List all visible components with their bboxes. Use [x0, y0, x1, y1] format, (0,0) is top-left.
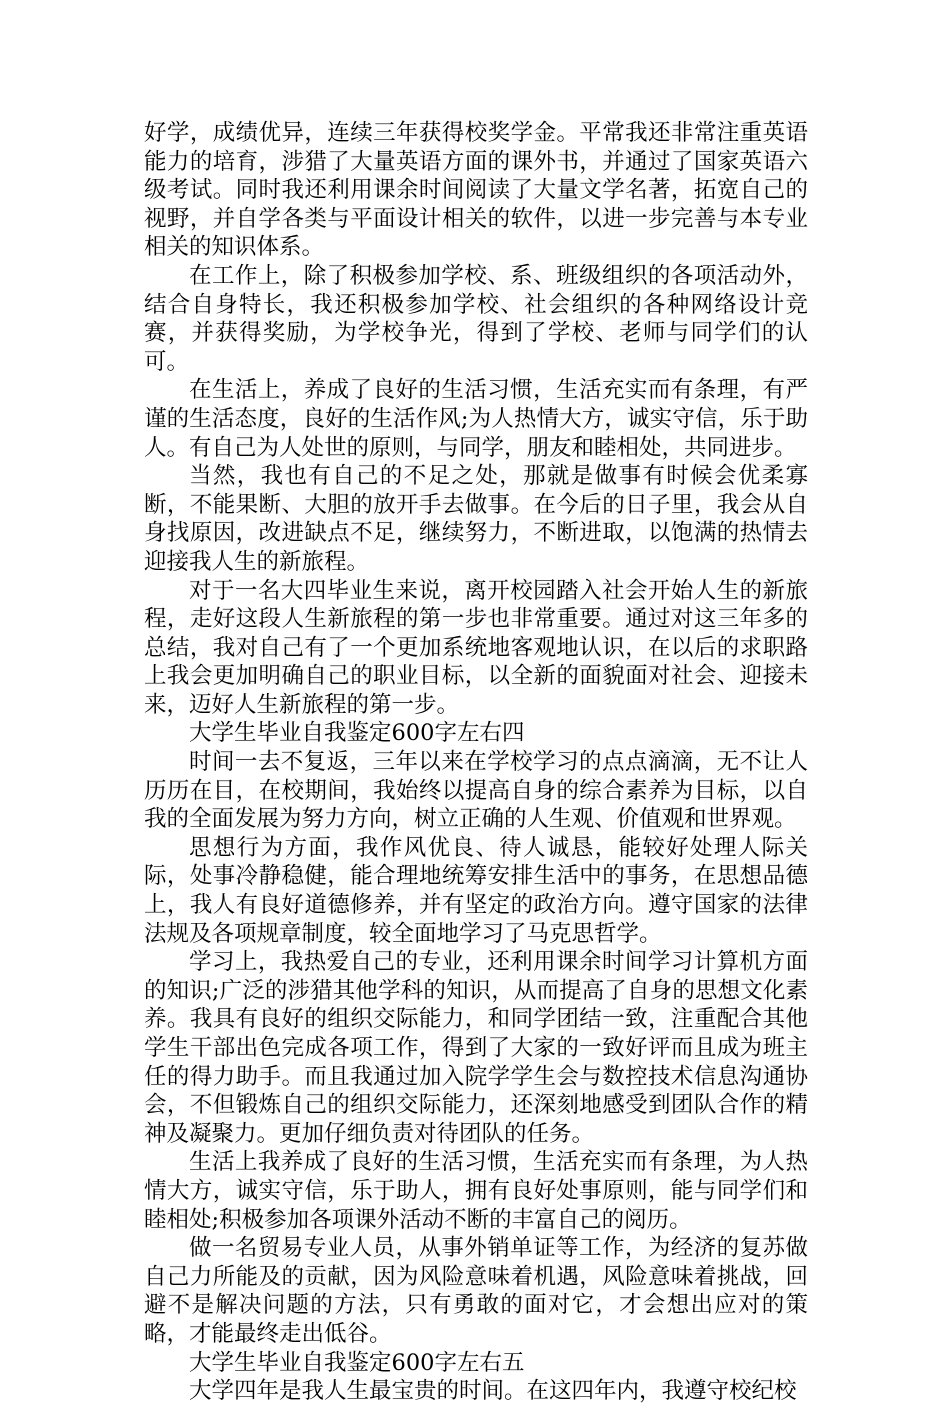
paragraph-career: 做一名贸易专业人员，从事外销单证等工作，为经济的复苏做自己力所能及的贡献，因为风险意味着机遇，风险意味着挑战，回避不是解决问题的方法，只有勇敢的面对它，才会想出应对的策略，才能最终走出低谷。	[144, 1235, 808, 1347]
section-heading-four: 大学生毕业自我鉴定600字左右四	[189, 720, 525, 747]
paragraph-study: 学习上，我热爱自己的专业，还利用课余时间学习计算机方面的知识;广泛的涉猎其他学科的知识，从而提高了自身的思想文化素养。我具有良好的组织交际能力，和同学团结一致，注重配合其他学生干部出色完成各项工作，得到了大家的一致好评而且成为班主任的得力助手。而且我通过加入院学学生会与数控技术信息沟通协会，不但锻炼自己的组织交际能力，还深刻地感受到团队合作的精神及凝聚力。更加仔细负责对待团队的任务。	[144, 949, 808, 1147]
paragraph-time: 时间一去不复返，三年以来在学校学习的点点滴滴，无不让人历历在目，在校期间，我始终以提高自身的综合素养为目标，以自我的全面发展为努力方向，树立正确的人生观、价值观和世界观。	[144, 749, 808, 833]
paragraph-shortcomings: 当然，我也有自己的不足之处，那就是做事有时候会优柔寡断，不能果断、大胆的放开手去做事。在今后的日子里，我会从自身找原因，改进缺点不足，继续努力，不断进取，以饱满的热情去迎接我人生的新旅程。	[144, 463, 808, 575]
section-heading-five: 大学生毕业自我鉴定600字左右五	[189, 1349, 525, 1376]
paragraph-continued: 好学，成绩优异，连续三年获得校奖学金。平常我还非常注重英语能力的培育，涉猎了大量英语方面的课外书，并通过了国家英语六级考试。同时我还利用课余时间阅读了大量文学名著，拓宽自己的视野，并自学各类与平面设计相关的软件，以进一步完善与本专业相关的知识体系。	[144, 120, 808, 261]
paragraph-work: 在工作上，除了积极参加学校、系、班级组织的各项活动外，结合自身特长，我还积极参加学校、社会组织的各种网络设计竞赛，并获得奖励，为学校争光，得到了学校、老师与同学们的认可。	[144, 262, 808, 375]
paragraph-life: 在生活上，养成了良好的生活习惯，生活充实而有条理，有严谨的生活态度，良好的生活作风;为人热情大方，诚实守信，乐于助人。有自己为人处世的原则，与同学，朋友和睦相处，共同进步。	[144, 377, 808, 461]
document-body	[144, 119, 808, 1406]
paragraph-daily-life: 生活上我养成了良好的生活习惯，生活充实而有条理，为人热情大方，诚实守信，乐于助人，拥有良好处事原则，能与同学们和睦相处;积极参加各项课外活动不断的丰富自己的阅历。	[144, 1149, 808, 1233]
paragraph-four-years: 大学四年是我人生最宝贵的时间。在这四年内，我遵守校纪校	[189, 1378, 797, 1405]
paragraph-thought: 思想行为方面，我作风优良、待人诚恳，能较好处理人际关际，处事冷静稳健，能合理地统筹安排生活中的事务，在思想品德上，我人有良好道德修养，并有坚定的政治方向。遵守国家的法律法规及各项规章制度，较全面地学习了马克思哲学。	[144, 834, 808, 947]
paragraph-conclusion: 对于一名大四毕业生来说，离开校园踏入社会开始人生的新旅程，走好这段人生新旅程的第一步也非常重要。通过对这三年多的总结，我对自己有了一个更加系统地客观地认识，在以后的求职路上我会更加明确自己的职业目标，以全新的面貌面对社会、迎接未来，迈好人生新旅程的第一步。	[144, 577, 808, 718]
